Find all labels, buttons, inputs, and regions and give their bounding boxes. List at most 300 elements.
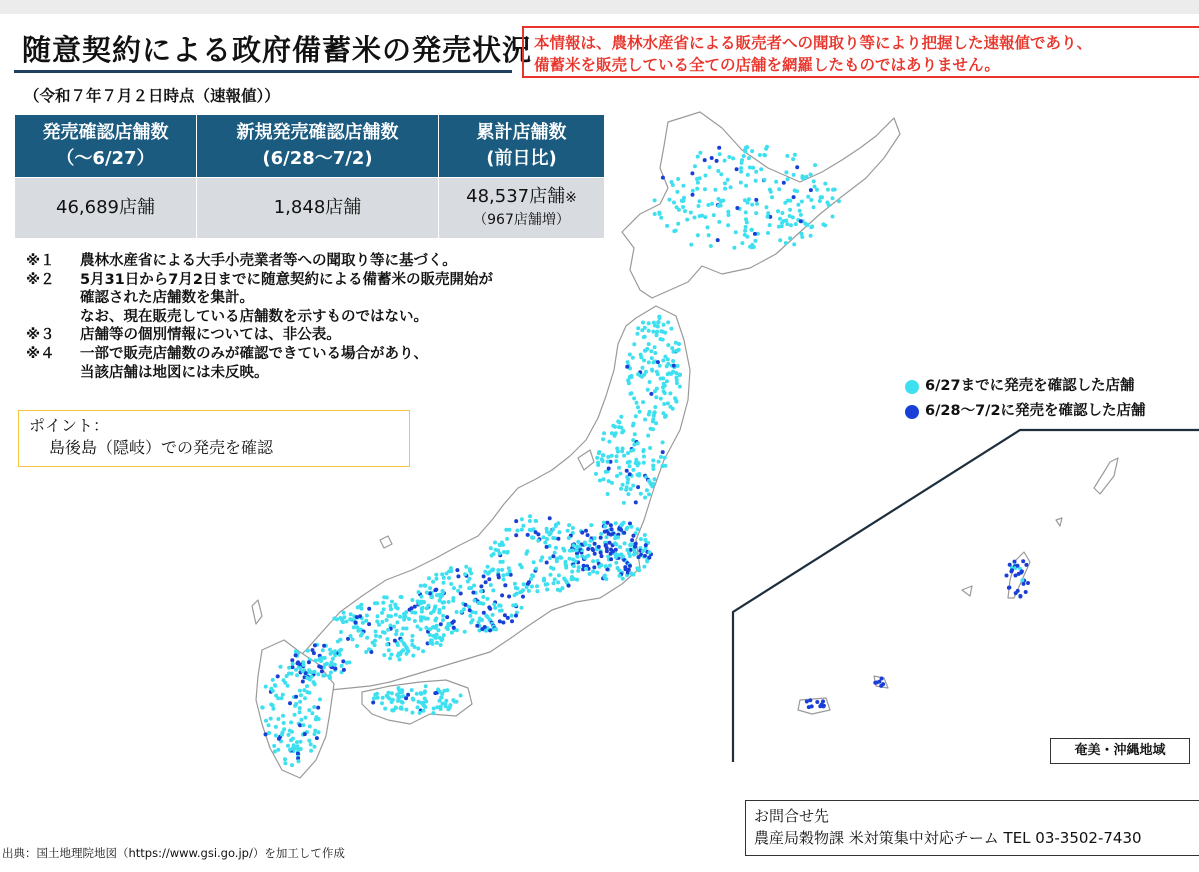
store-dot [697,204,701,208]
store-dot [610,527,614,531]
store-dot [291,737,295,741]
store-dot [649,392,653,396]
store-dot [837,199,841,203]
store-dot [348,617,352,621]
store-dot [726,178,730,182]
store-dot [661,450,665,454]
store-dot [639,537,643,541]
store-dot [456,589,460,593]
store-dot [435,624,439,628]
store-dot [394,605,398,609]
store-dot [525,549,529,553]
cell-value: 46,689 [56,197,119,218]
store-dot [276,674,280,678]
store-dot [545,537,549,541]
store-dot [491,567,495,571]
store-dot [342,668,346,672]
store-dot [385,643,389,647]
store-dot [599,563,603,567]
store-dot [731,156,735,160]
store-dot [476,601,480,605]
store-dot [438,690,442,694]
store-dot [500,568,504,572]
store-dot [754,179,758,183]
store-dot [299,718,303,722]
store-dot [437,628,441,632]
store-dot [299,747,303,751]
store-dot [452,586,456,590]
cell-unit: 店舗 [118,197,155,218]
store-dot [556,580,560,584]
store-dot [806,195,810,199]
store-dot [373,693,377,697]
store-dot [318,697,322,701]
store-dot [642,455,646,459]
store-dot [784,170,788,174]
store-dot [444,702,448,706]
store-dot [718,152,722,156]
store-dot [505,572,509,576]
store-dot [290,763,294,767]
store-dot [279,665,283,669]
store-dot [418,711,422,715]
store-dot [796,203,800,207]
store-dot [298,689,302,693]
footnote-text: 確認された店舗数を集計。 [80,290,254,307]
store-dot [329,671,333,675]
store-dot [515,586,519,590]
store-dot [374,634,378,638]
store-dot [328,676,332,680]
store-dot [340,664,344,668]
store-dot [663,355,667,359]
store-dot [374,630,378,634]
store-dot [647,360,651,364]
store-dot [292,746,296,750]
as-of-date: （令和７年７月２日時点（速報値）） [24,87,280,105]
store-dot [530,573,534,577]
store-dot [712,213,716,217]
store-dot [607,479,611,483]
store-dot [287,733,291,737]
store-dot [668,391,672,395]
store-dot [451,599,455,603]
store-dot [433,618,437,622]
store-dot [794,222,798,226]
store-dot [703,158,707,162]
store-dot [812,205,816,209]
store-dot [649,349,653,353]
store-dot [291,665,295,669]
store-dot [637,461,641,465]
store-dot [629,487,633,491]
store-dot [273,750,277,754]
store-dot [778,217,782,221]
store-dot [548,516,552,520]
store-dot [515,529,519,533]
store-dot [641,400,645,404]
store-dot [1021,559,1025,563]
store-dot [534,530,538,534]
store-dot [478,617,482,621]
store-dot [316,706,320,710]
store-dot [1024,590,1028,594]
store-dot [618,574,622,578]
store-dot [271,678,275,682]
store-dot [639,492,643,496]
store-dot [743,198,747,202]
store-dot [645,347,649,351]
store-dot [831,188,835,192]
store-dot [390,653,394,657]
store-dot [381,696,385,700]
store-dot [432,707,436,711]
store-dot [691,193,695,197]
store-dot [740,158,744,162]
store-dot [667,198,671,202]
store-dot [658,316,662,320]
store-dot [298,700,302,704]
store-dot [815,700,819,704]
store-dot [655,387,659,391]
store-dot [577,565,581,569]
store-dot [670,346,674,350]
store-dot [615,447,619,451]
store-dot [653,410,657,414]
store-dot [576,540,580,544]
store-dot [626,492,630,496]
store-dot [332,617,336,621]
store-dot [358,614,362,618]
store-dot [788,208,792,212]
store-dot [676,177,680,181]
store-dot [367,622,371,626]
store-dot [483,570,487,574]
store-dot [831,196,835,200]
store-dot [445,688,449,692]
store-dot [419,691,423,695]
contact-heading: お問合せ先 [754,807,830,825]
blue-dot-icon [905,405,919,419]
store-dot [449,582,453,586]
store-dot [329,663,333,667]
store-dot [339,630,343,634]
store-dot [302,663,306,667]
store-dot [877,680,881,684]
store-dot [405,627,409,631]
store-dot [666,401,670,405]
footnote-text: 当該店舗は地図には未反映。 [80,364,269,381]
store-dot [742,154,746,158]
store-dot [823,182,827,186]
store-dot [631,438,635,442]
store-dot [626,379,630,383]
store-dot [595,456,599,460]
store-dot [831,215,835,219]
store-dot [568,557,572,561]
store-dot [280,733,284,737]
store-dot [611,549,615,553]
store-dot [629,392,633,396]
store-dot [468,567,472,571]
store-dot [646,388,650,392]
store-dot [442,606,446,610]
store-dot [445,615,449,619]
store-dot [591,570,595,574]
store-dot [319,665,323,669]
store-dot [441,618,445,622]
store-dot [685,218,689,222]
store-dot [372,697,376,701]
store-dot [602,431,606,435]
store-dot [269,717,273,721]
store-dot [629,571,633,575]
store-dot [435,593,439,597]
store-dot [1016,564,1020,568]
store-dot [746,173,750,177]
store-dot [653,345,657,349]
store-dot [739,170,743,174]
store-dot [441,614,445,618]
store-dot [636,326,640,330]
store-dot [305,690,309,694]
store-dot [264,719,268,723]
store-dot [642,461,646,465]
store-dot [395,620,399,624]
store-dot [392,625,396,629]
store-dot [648,410,652,414]
store-dot [793,153,797,157]
store-dot [755,202,759,206]
store-dot [481,595,485,599]
store-dot [360,607,364,611]
store-dot [662,402,666,406]
store-dot [754,170,758,174]
store-dot [698,176,702,180]
store-dot [420,610,424,614]
store-dot [269,687,273,691]
store-dot [472,584,476,588]
store-dot [644,543,648,547]
store-dot [698,199,702,203]
store-dot [690,171,694,175]
store-dot [793,189,797,193]
store-dot [595,571,599,575]
store-dot [758,153,762,157]
store-dot [301,680,305,684]
store-dot [545,545,549,549]
footnote-text: 一部で販売店舗数のみが確認できている場合があり、 [80,345,428,362]
store-dot [360,631,364,635]
store-dot [766,211,770,215]
store-dot [425,591,429,595]
store-dot [713,188,717,192]
store-dot [681,184,685,188]
store-dot [504,528,508,532]
store-dot [1010,568,1014,572]
store-dot [435,641,439,645]
store-dot [750,228,754,232]
store-dot [591,559,595,563]
store-dot [349,612,353,616]
store-dot [745,220,749,224]
store-dot [655,330,659,334]
store-dot [658,364,662,368]
store-dot [616,420,620,424]
store-dot [380,620,384,624]
store-dot [572,543,576,547]
store-dot [625,548,629,552]
store-dot [678,385,682,389]
store-dot [603,525,607,529]
store-dot [604,577,608,581]
footnote-text: 農林水産省による大手小売業者等への聞取り等に基づく。 [80,253,457,269]
store-dot [552,581,556,585]
store-dot [723,159,727,163]
store-dot [661,440,665,444]
store-dot [639,355,643,359]
header-line: (6/28～7/2) [262,148,373,169]
store-dot [404,708,408,712]
store-dot [739,166,743,170]
store-dot [809,234,813,238]
store-dot [410,688,414,692]
store-dot [419,615,423,619]
store-dot [640,328,644,332]
store-dot [689,211,693,215]
store-dot [1005,574,1009,578]
store-dot [271,707,275,711]
store-dot [471,591,475,595]
legend-item [905,374,1146,399]
store-dot [614,561,618,565]
store-dot [651,464,655,468]
store-dot [390,700,394,704]
store-dot [430,595,434,599]
store-dot [491,588,495,592]
store-dot [648,380,652,384]
store-dot [657,211,661,215]
store-dot [570,570,574,574]
store-dot [431,642,435,646]
store-dot [404,610,408,614]
store-dot [625,469,629,473]
store-dot [386,637,390,641]
store-dot [313,729,317,733]
store-dot [554,546,558,550]
store-dot [633,545,637,549]
store-dot [371,641,375,645]
store-dot [636,405,640,409]
store-dot [672,364,676,368]
header-line: 発売確認店舗数 [42,122,169,143]
store-dot [293,704,297,708]
store-dot [306,649,310,653]
store-dot [441,589,445,593]
store-dot [604,470,608,474]
store-dot [675,190,679,194]
store-dot [468,614,472,618]
store-dot [820,703,824,707]
store-dot [818,199,822,203]
store-dot [606,521,610,525]
store-dot [696,181,700,185]
store-dot [385,618,389,622]
store-dot [486,565,490,569]
store-dot [400,632,404,636]
store-dot [500,541,504,545]
store-dot [606,455,610,459]
header-line: 累計店舗数 [476,122,567,143]
store-dot [506,550,510,554]
store-dot [307,739,311,743]
store-dot [747,197,751,201]
store-dot [723,181,727,185]
store-dot [455,610,459,614]
store-dot [770,195,774,199]
store-dot [342,615,346,619]
store-dot [367,607,371,611]
store-dot [809,225,813,229]
store-dot [419,584,423,588]
store-dot [562,549,566,553]
store-dot [613,541,617,545]
store-dot [795,165,799,169]
note-mark: ※ [565,189,577,206]
store-dot [605,535,609,539]
store-dot [274,734,278,738]
legend-label: 6/27までに発売を確認した店舗 [925,378,1135,394]
store-dot [314,715,318,719]
store-dot [586,533,590,537]
store-dot [693,164,697,168]
store-dot [331,657,335,661]
store-dot [376,614,380,618]
store-dot [448,703,452,707]
store-dot [743,229,747,233]
store-dot [799,219,803,223]
store-dot [310,711,314,715]
store-dot [361,621,365,625]
store-dot [651,467,655,471]
cell-value: 1,848 [273,197,326,218]
store-dot [826,188,830,192]
store-dot [398,658,402,662]
store-dot [375,620,379,624]
store-dot [672,201,676,205]
store-dot [631,484,635,488]
store-dot [556,537,560,541]
store-dot [654,395,658,399]
store-dot [371,701,375,705]
store-dot [493,627,497,631]
store-dot [510,614,514,618]
store-dot [567,584,571,588]
store-dot [281,693,285,697]
store-dot [600,554,604,558]
store-dot [642,565,646,569]
store-dot [753,239,757,243]
store-dot [601,437,605,441]
store-dot [406,693,410,697]
store-dot [651,330,655,334]
store-dot [393,639,397,643]
store-dot [388,656,392,660]
store-dot [765,145,769,149]
store-dot [421,649,425,653]
store-dot [333,667,337,671]
store-dot [643,335,647,339]
